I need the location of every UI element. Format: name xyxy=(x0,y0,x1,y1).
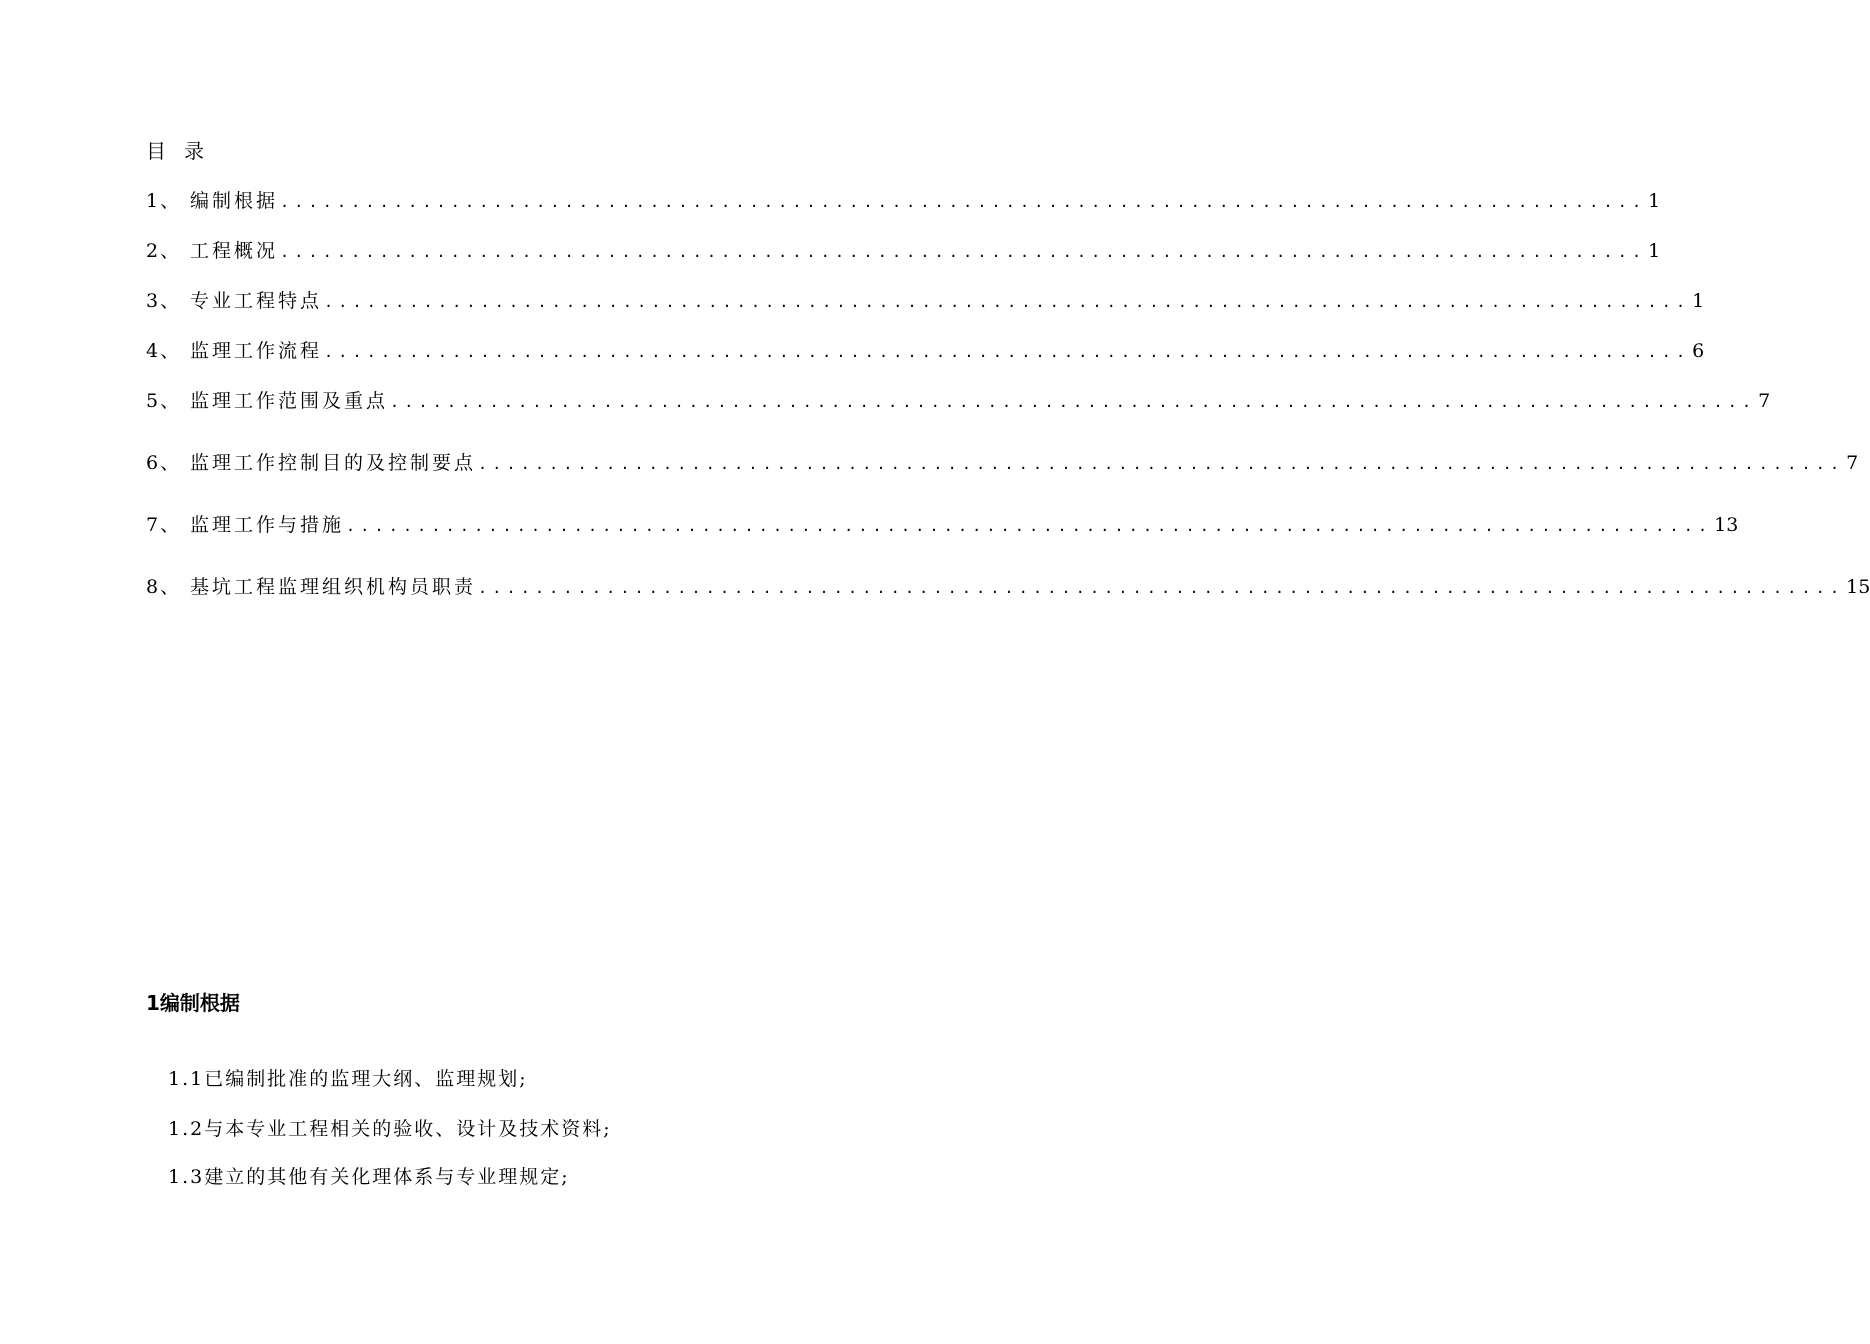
toc-item-number: 4、 xyxy=(146,340,182,362)
toc-item[interactable] xyxy=(146,386,1771,416)
paragraph: 1.1已编制批准的监理大纲、监理规划; xyxy=(168,1068,528,1090)
toc-item-text: 监理工作流程 xyxy=(190,340,323,362)
toc-item-number: 7、 xyxy=(146,514,182,536)
toc-leader: ................................................................................................ xyxy=(346,517,1713,535)
toc-item-page: 7 xyxy=(1758,390,1771,412)
toc-item-page: 1 xyxy=(1648,190,1661,212)
toc-item-number: 3、 xyxy=(146,290,182,312)
toc-item-page: 13 xyxy=(1714,514,1739,536)
toc-item-text: 基坑工程监理组织机构员职责 xyxy=(190,576,477,598)
toc-item-text: 监理工作与措施 xyxy=(190,514,345,536)
toc-item[interactable] xyxy=(146,336,1705,366)
toc-item[interactable] xyxy=(146,186,1661,216)
toc-item[interactable] xyxy=(146,572,1870,602)
toc-item-page: 15 xyxy=(1846,576,1870,598)
toc-leader: ................................................................................................ xyxy=(280,193,1647,211)
toc-item[interactable] xyxy=(146,286,1705,316)
toc-item-text: 工程概况 xyxy=(190,240,279,262)
toc-item[interactable] xyxy=(146,510,1739,540)
toc-item-page: 6 xyxy=(1692,340,1705,362)
toc-item-page: 7 xyxy=(1846,452,1859,474)
toc-item-text: 监理工作控制目的及控制要点 xyxy=(190,452,477,474)
toc-leader: ................................................................................................ xyxy=(478,455,1845,473)
toc-leader: ................................................................................................ xyxy=(390,393,1757,411)
toc-item-page: 1 xyxy=(1692,290,1705,312)
toc-item-text: 编制根据 xyxy=(190,190,279,212)
toc-leader: ................................................................................................ xyxy=(324,343,1691,361)
toc-leader: ................................................................................................ xyxy=(478,579,1845,597)
toc-item-page: 1 xyxy=(1648,240,1661,262)
paragraph: 1.3建立的其他有关化理体系与专业理规定; xyxy=(168,1166,570,1188)
toc-leader: ................................................................................................ xyxy=(324,293,1691,311)
toc-leader: ................................................................................................ xyxy=(280,243,1647,261)
toc-item-text: 监理工作范围及重点 xyxy=(190,390,389,412)
toc-item[interactable] xyxy=(146,236,1661,266)
toc-title: 目录 xyxy=(146,139,222,163)
toc-item-text: 专业工程特点 xyxy=(190,290,323,312)
toc-item-number: 6、 xyxy=(146,452,182,474)
toc-item[interactable] xyxy=(146,448,1859,478)
paragraph: 1.2与本专业工程相关的验收、设计及技术资料; xyxy=(168,1118,612,1140)
section-heading: 1编制根据 xyxy=(146,991,240,1015)
toc-item-number: 1、 xyxy=(146,190,182,212)
toc-item-number: 2、 xyxy=(146,240,182,262)
toc-item-number: 8、 xyxy=(146,576,182,598)
toc-item-number: 5、 xyxy=(146,390,182,412)
